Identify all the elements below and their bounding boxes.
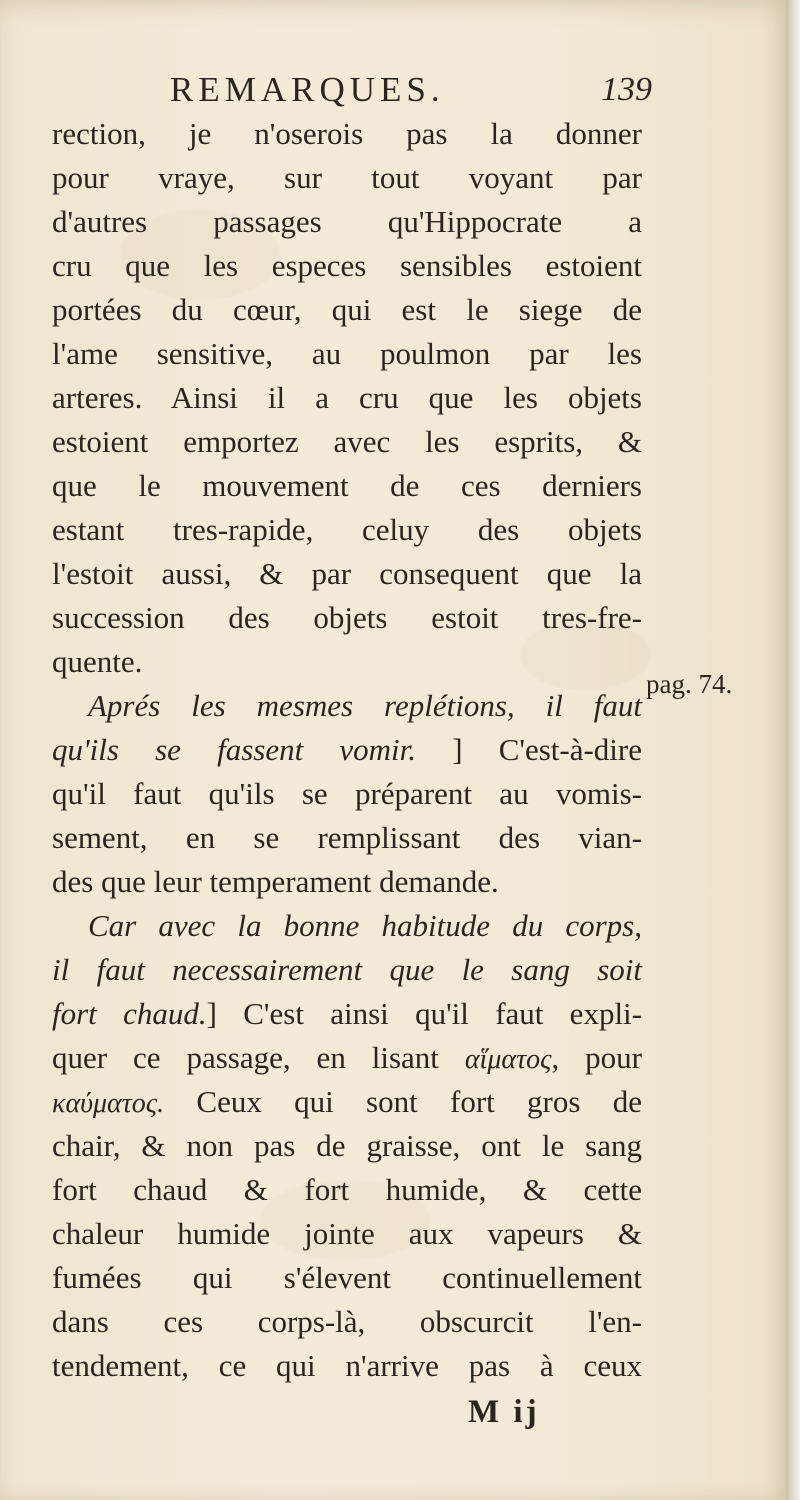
- text-line: [52, 288, 642, 332]
- text-line: [52, 552, 642, 596]
- text-line-content: chair, & non pas de graisse, ont le sang: [52, 1128, 642, 1163]
- text-line: [52, 596, 642, 640]
- text-line-content: tendement, ce qui n'arrive pas à ceux: [52, 1348, 642, 1383]
- margin-note: pag. 74.: [646, 669, 733, 699]
- text-line: [52, 1168, 642, 1212]
- text-line-content: arteres. Ainsi il a cru que les objets: [52, 380, 642, 415]
- text-line: [52, 992, 642, 1036]
- roman-run: ] C'est ainsi qu'il faut expli-: [206, 996, 642, 1031]
- signature-mark: M ij: [468, 1394, 540, 1430]
- text-line: [52, 640, 642, 684]
- text-line-content: chaleur humide jointe aux vapeurs &: [52, 1216, 642, 1251]
- text-line: [52, 1036, 642, 1080]
- text-line-content: succession des objets estoit tres-fre-: [52, 600, 642, 635]
- text-line: [52, 508, 642, 552]
- text-line: [52, 1300, 642, 1344]
- text-line: [52, 156, 642, 200]
- text-line: [52, 1080, 642, 1124]
- text-line: [52, 816, 642, 860]
- text-line: [88, 684, 642, 728]
- text-line: [52, 200, 642, 244]
- text-line: [52, 948, 642, 992]
- header: [170, 70, 670, 110]
- text-line-content: l'estoit aussi, & par consequent que la: [52, 556, 642, 591]
- greek-run: καύματος.: [52, 1088, 165, 1119]
- text-line-content: que le mouvement de ces derniers: [52, 468, 642, 503]
- text-line-content: l'ame sensitive, au poulmon par les: [52, 336, 642, 371]
- text-line: [52, 332, 642, 376]
- text-line-content: qu'il faut qu'ils se préparent au vomis-: [52, 776, 642, 811]
- text-line-content: des que leur temperament demande.: [52, 864, 499, 899]
- text-line: [52, 728, 642, 772]
- text-line: [52, 1124, 642, 1168]
- text-line-content: fort chaud & fort humide, & cette: [52, 1172, 642, 1207]
- text-line: [52, 860, 642, 904]
- text-line: [52, 1256, 642, 1300]
- text-line-content: estant tres-rapide, celuy des objets: [52, 512, 642, 547]
- text-line: [52, 1212, 642, 1256]
- italic-run: il faut necessairement que le sang soit: [52, 952, 642, 987]
- italic-run: Aprés les mesmes replétions, il faut: [88, 688, 642, 723]
- text-line-content: cru que les especes sensibles estoient: [52, 248, 642, 283]
- italic-run: fort chaud.: [52, 996, 207, 1031]
- text-line: [52, 376, 642, 420]
- roman-run: Ceux qui sont fort gros de: [164, 1084, 642, 1119]
- text-line: [52, 112, 642, 156]
- text-line-content: estoient emportez avec les esprits, &: [52, 424, 642, 459]
- italic-run: Car avec la bonne habitude du corps,: [88, 908, 642, 943]
- text-line-content: fumées qui s'élevent continuellement: [52, 1260, 642, 1295]
- roman-run: quer ce passage, en lisant: [52, 1040, 465, 1075]
- text-line-content: d'autres passages qu'Hippocrate a: [52, 204, 642, 239]
- text-line: [52, 420, 642, 464]
- text-line: [52, 1344, 642, 1388]
- text-line-content: quente.: [52, 644, 143, 679]
- text-line: [88, 904, 642, 948]
- text-line: [52, 244, 642, 288]
- roman-run: ] C'est-à-dire: [416, 732, 643, 767]
- page-number: 139: [601, 71, 652, 108]
- italic-run: qu'ils se fassent vomir.: [52, 732, 417, 767]
- greek-run: αἵματος: [464, 1044, 552, 1075]
- text-line-content: dans ces corps-là, obscurcit l'en-: [52, 1304, 642, 1339]
- roman-run: , pour: [551, 1040, 642, 1075]
- text-line: [52, 772, 642, 816]
- text-line-content: rection, je n'oserois pas la donner: [52, 116, 642, 151]
- text-line-content: pour vraye, sur tout voyant par: [52, 160, 642, 195]
- text-line: [52, 464, 642, 508]
- running-head: REMARQUES.: [170, 70, 445, 109]
- text-line-content: portées du cœur, qui est le siege de: [52, 292, 642, 327]
- page-edge: [786, 0, 800, 1500]
- text-line-content: sement, en se remplissant des vian-: [52, 820, 642, 855]
